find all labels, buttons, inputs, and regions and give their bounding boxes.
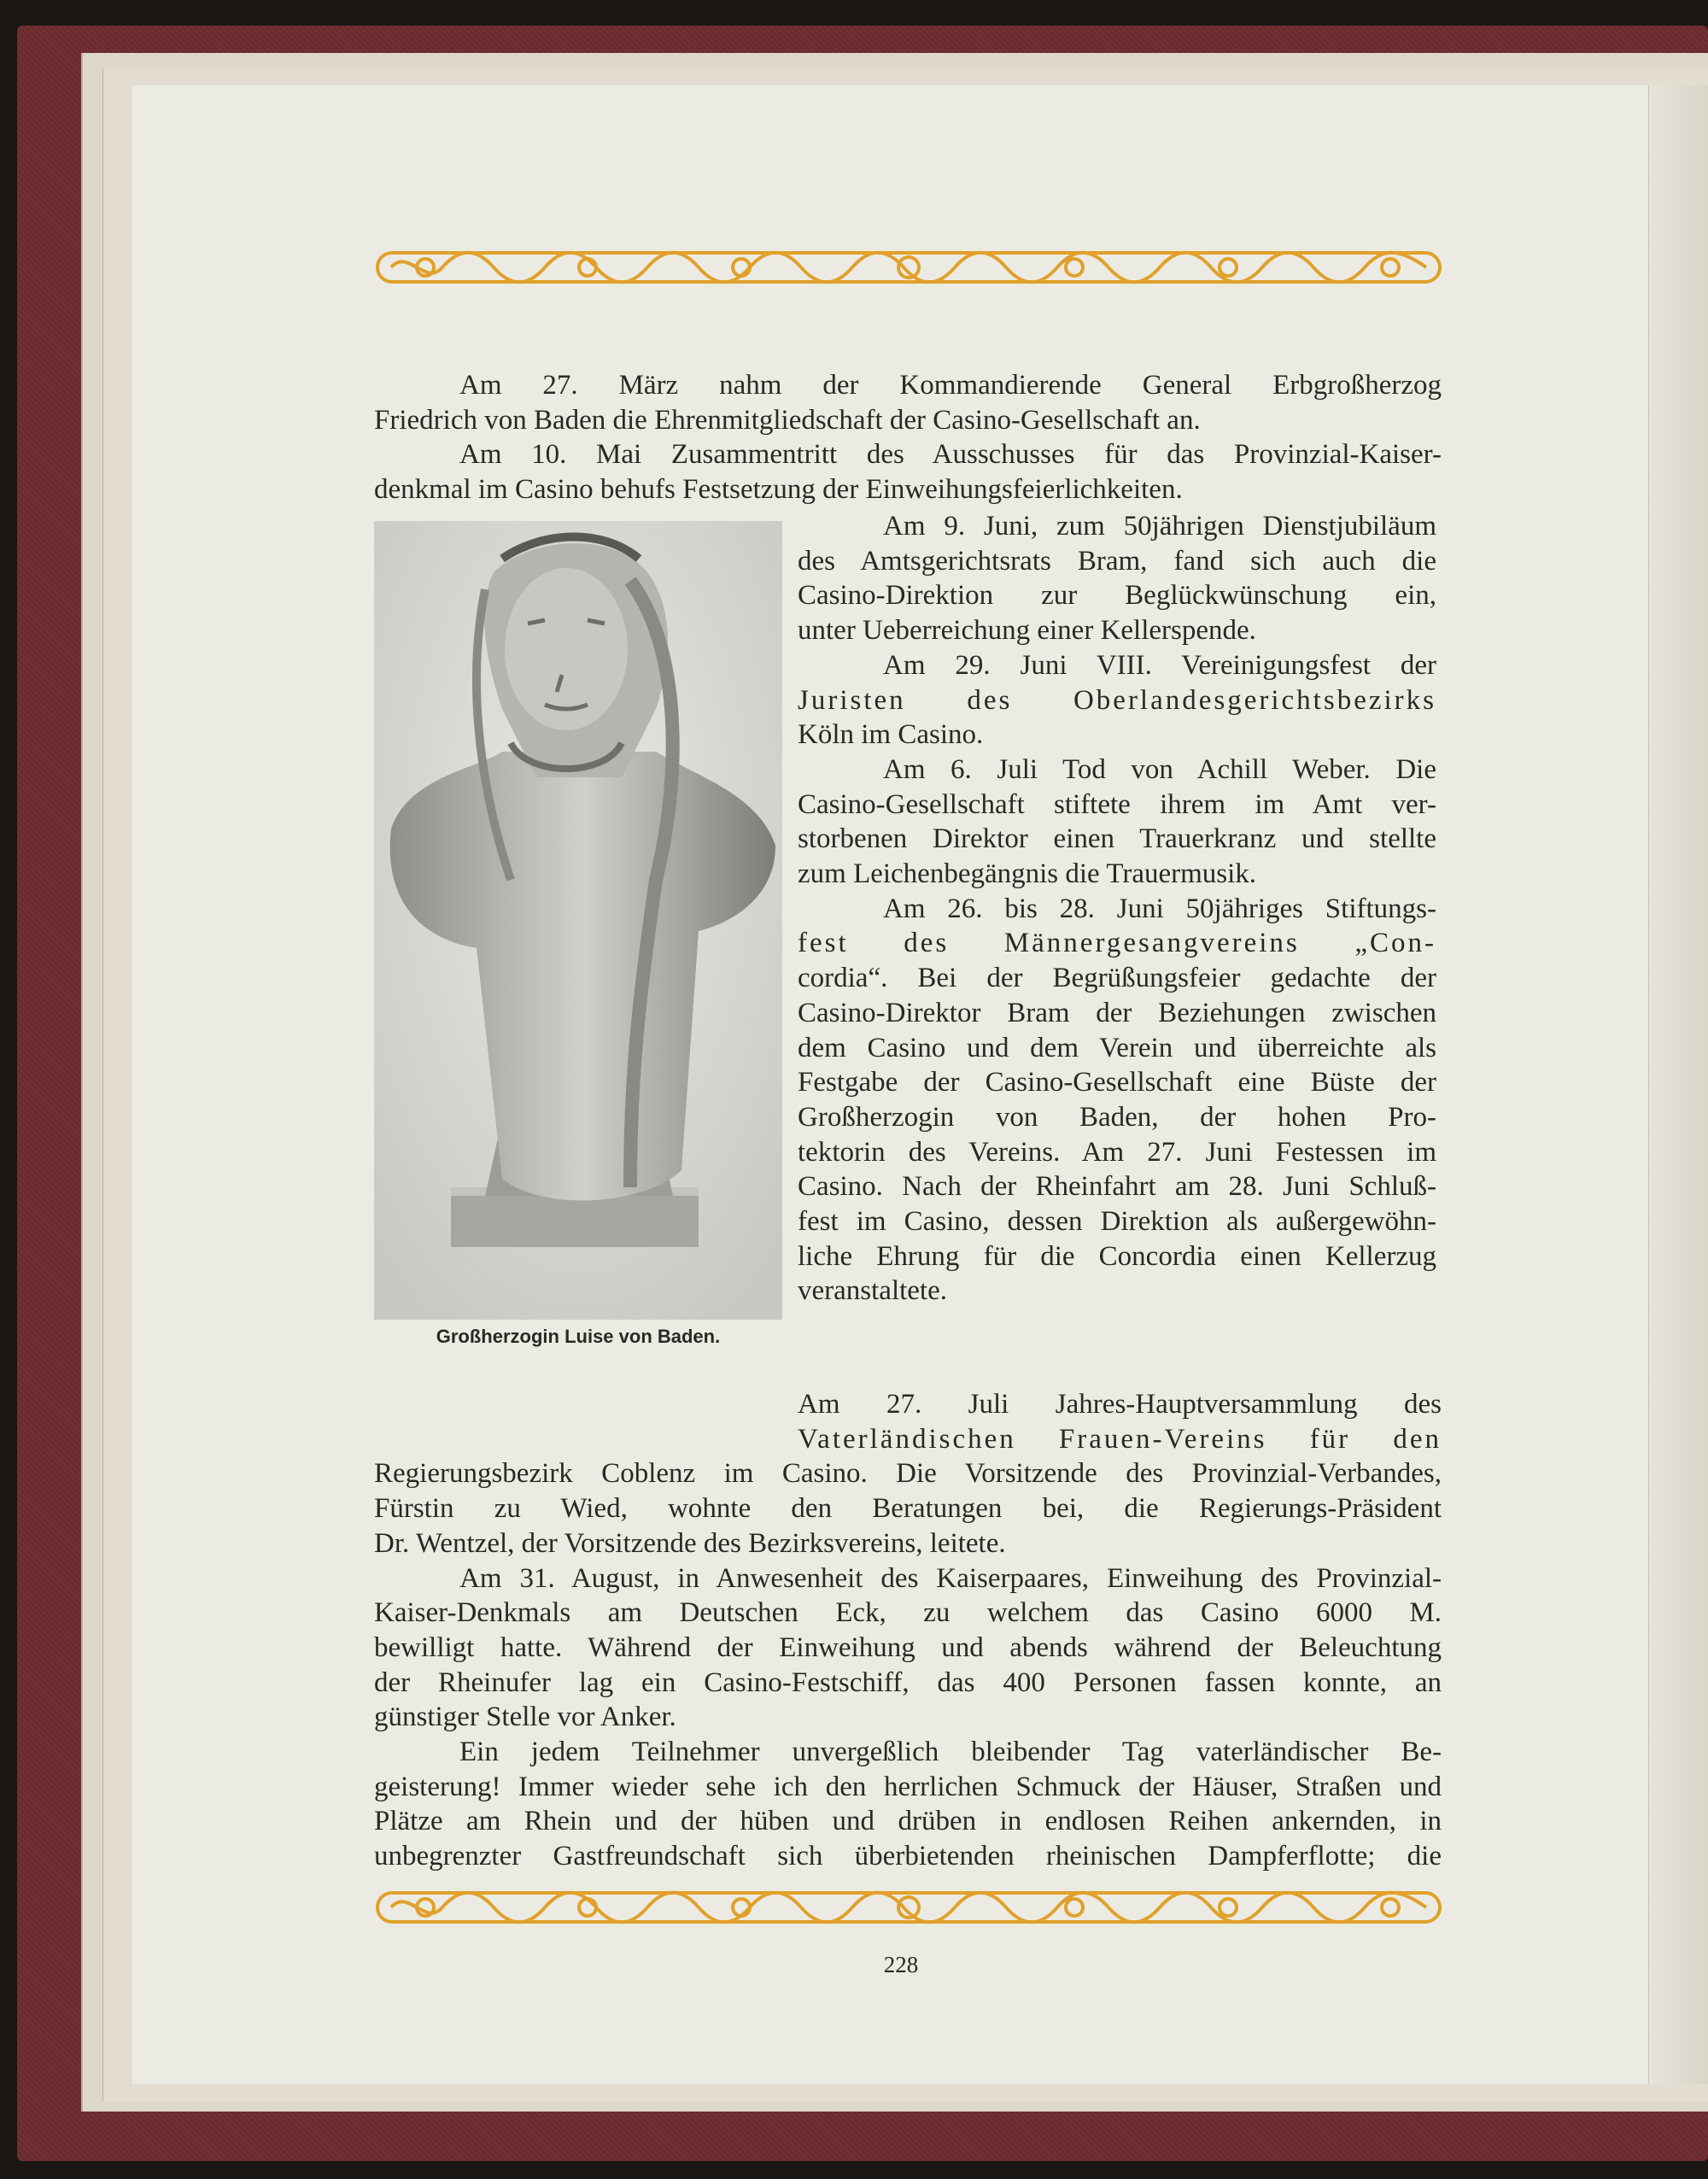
line-top-2: Am 10. Mai Zusammentritt des Ausschusses für das Provinzial-Kaiser-: [459, 439, 1442, 471]
line-bottom-11: geisterung! Immer wieder sehe ich den herrlichen Schmuck der Häuser, Straßen und: [374, 1771, 1442, 1802]
line-top-3: denkmal im Casino behufs Festsetzung der Einweihungsfeierlichkeiten.: [374, 474, 1183, 506]
bottom-ornament-border: [374, 1888, 1443, 1927]
line-right-11: Am 26. bis 28. Juni 50jähriges Stiftungs-: [883, 893, 1436, 924]
line-right-6: Köln im Casino.: [798, 719, 984, 751]
page-fold: [1648, 85, 1708, 2084]
line-right-5: Juristen des Oberlandesgerichtsbezirks: [798, 684, 1436, 716]
line-right-17: Großherzogin von Baden, der hohen Pro-: [798, 1101, 1436, 1133]
line-right-15: dem Casino und dem Verein und überreichte als: [798, 1032, 1436, 1063]
line-right-16: Festgabe der Casino-Gesellschaft eine Büste der: [798, 1067, 1436, 1098]
line-right-21: liche Ehrung für die Concordia einen Kellerzug: [798, 1240, 1436, 1272]
text-top: [374, 368, 1442, 507]
line-right-1: des Amtsgerichtsrats Bram, fand sich auch die: [798, 545, 1436, 577]
line-right-2: Casino-Direktion zur Beglückwünschung ein,: [798, 580, 1436, 612]
line-right-4: Am 29. Juni VIII. Vereinigungsfest der: [883, 649, 1436, 681]
line-right-22: veranstaltete.: [798, 1275, 947, 1307]
bust-illustration: [374, 521, 782, 1320]
line-right-7: Am 6. Juli Tod von Achill Weber. Die: [883, 753, 1436, 785]
line-bottom-7: bewilligt hatte. Während der Einweihung und abends während der Beleuchtung: [374, 1631, 1442, 1663]
page-number: 228: [883, 1952, 919, 1977]
text-right-column: [798, 509, 1436, 1309]
line-right-3: unter Ueberreichung einer Kellerspende.: [798, 615, 1256, 647]
line-right-18: tektorin des Vereins. Am 27. Juni Festessen im: [798, 1136, 1436, 1168]
top-ornament-border: [374, 248, 1443, 287]
line-bottom-13: unbegrenzter Gastfreundschaft sich überbietenden rheinischen Dampferflotte; die: [374, 1841, 1442, 1872]
text-bottom: [374, 1387, 1442, 1874]
line-bottom-5: Am 31. August, in Anwesenheit des Kaiserpaares, Einweihung des Provinzial-: [459, 1562, 1442, 1594]
line-right-9: storbenen Direktor einen Trauerkranz und stellte: [798, 823, 1436, 855]
bust-photo: [374, 521, 782, 1320]
line-right-10: zum Leichenbegängnis die Trauermusik.: [798, 858, 1257, 890]
line-right-20: fest im Casino, dessen Direktion als außergewöhn-: [798, 1206, 1436, 1238]
line-right-14: Casino-Direktor Bram der Beziehungen zwischen: [798, 997, 1436, 1028]
line-bottom-10: Ein jedem Teilnehmer unvergeßlich bleibender Tag vaterländischer Be-: [459, 1737, 1442, 1768]
line-bottom-0: Am 27. Juli Jahres-Hauptversammlung des: [798, 1389, 1442, 1420]
line-right-13: cordia“. Bei der Begrüßungsfeier gedachte der: [798, 963, 1436, 994]
line-bottom-4: Dr. Wentzel, der Vorsitzende des Bezirksvereins, leitete.: [374, 1527, 1006, 1559]
line-bottom-1: Vaterländischen Frauen-Vereins für den: [798, 1423, 1442, 1455]
line-right-12: fest des Männergesangvereins „Con-: [798, 928, 1436, 959]
line-bottom-2: Regierungsbezirk Coblenz im Casino. Die Vorsitzende des Provinzial-Verbandes,: [374, 1458, 1442, 1490]
line-right-8: Casino-Gesellschaft stiftete ihrem im Amt ver-: [798, 788, 1436, 820]
line-bottom-3: Fürstin zu Wied, wohnte den Beratungen bei, die Regierungs-Präsident: [374, 1493, 1442, 1525]
line-top-1: Friedrich von Baden die Ehrenmitgliedschaft der Casino-Gesellschaft an.: [374, 404, 1201, 436]
line-right-19: Casino. Nach der Rheinfahrt am 28. Juni Schluß-: [798, 1171, 1436, 1203]
line-top-0: Am 27. März nahm der Kommandierende General Erbgroßherzog: [459, 370, 1442, 401]
line-bottom-9: günstiger Stelle vor Anker.: [374, 1702, 676, 1733]
line-right-0: Am 9. Juni, zum 50jährigen Dienstjubiläum: [883, 511, 1436, 542]
line-bottom-8: der Rheinufer lag ein Casino-Festschiff, das 400 Personen fassen konnte, an: [374, 1666, 1442, 1698]
photo-caption: Großherzogin Luise von Baden.: [436, 1326, 721, 1347]
line-bottom-12: Plätze am Rhein und der hüben und drüben in endlosen Reihen ankernden, in: [374, 1806, 1442, 1837]
line-bottom-6: Kaiser-Denkmals am Deutschen Eck, zu welchem das Casino 6000 M.: [374, 1597, 1442, 1629]
